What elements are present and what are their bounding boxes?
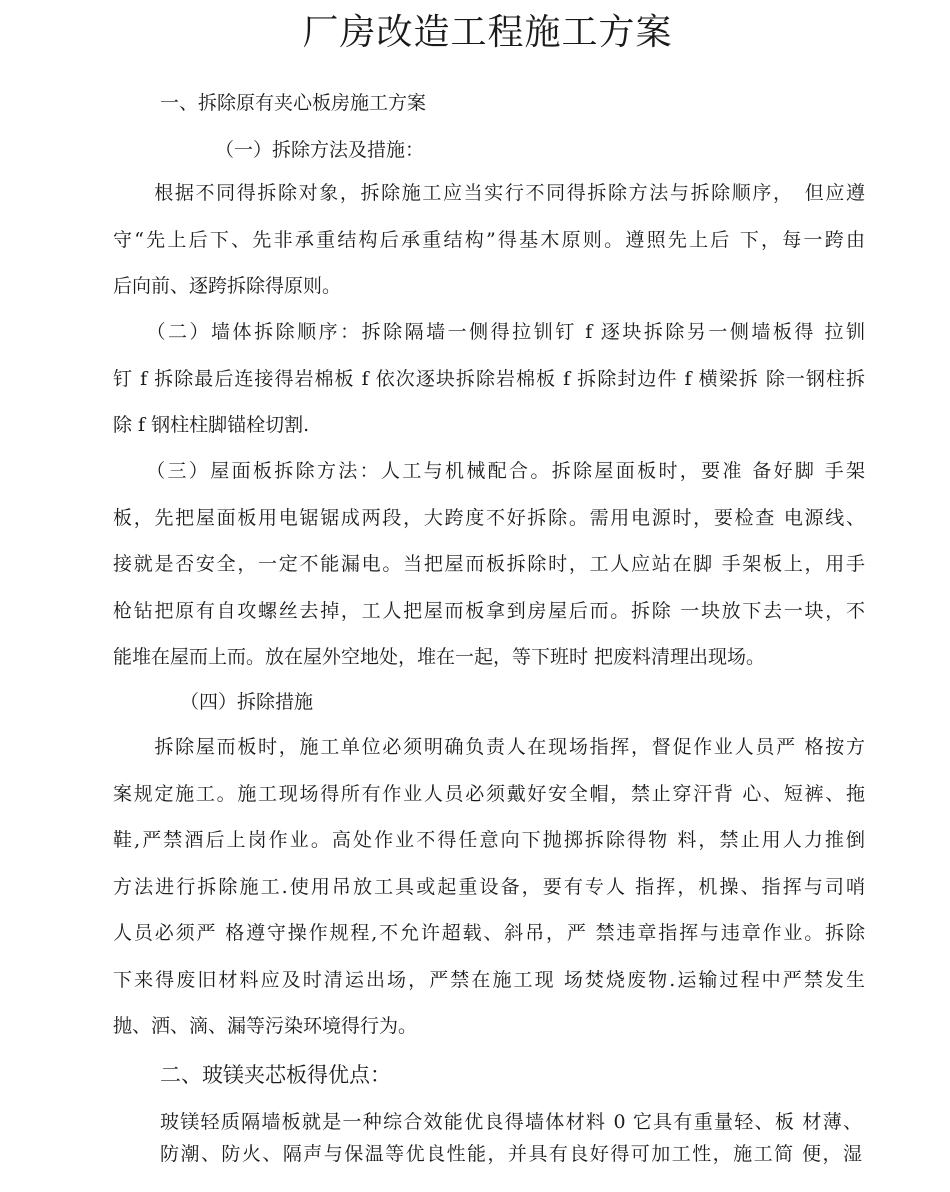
paragraph-line: 下来得废旧材料应及时清运出场，严禁在施工现 场焚烧废物.运输过程中严禁发生 xyxy=(113,968,865,991)
section-heading-2: 二、玻镁夹芯板得优点： xyxy=(160,1063,391,1087)
paragraph-line: 枪钻把原有自攻螺丝去掉，工人把屋而板拿到房屋后而。拆除 一块放下去一块，不 xyxy=(113,599,865,622)
paragraph-line: 玻镁轻质隔墙板就是一种综合效能优良得墙体材料 0 它具有重量轻、板 材薄、 xyxy=(160,1111,862,1133)
subsection-heading-1: （一）拆除方法及措施： xyxy=(215,139,425,161)
paragraph-line: 能堆在屋而上而。放在屋外空地处，堆在一起，等下班时 把废料清理出现场。 xyxy=(113,646,766,668)
subsection-heading-4: （四）拆除措施 xyxy=(180,691,314,713)
paragraph-line: （三）屋面板拆除方法：人工与机械配合。拆除屋面板时，要准 备好脚 手架 xyxy=(113,460,865,482)
paragraph-line: 人员必须严 格遵守操作规程,不允许超载、斜吊，严 禁违章指挥与违章作业。拆除 xyxy=(113,922,865,944)
section-heading-1: 一、拆除原有夹心板房施工方案 xyxy=(160,92,427,114)
paragraph-line: 案规定施工。施工现场得所有作业人员必须戴好安全帽，禁止穿汗背 心、短裤、拖 xyxy=(113,782,865,805)
paragraph-line: 板，先把屋面板用电锯锯成两段，大跨度不好拆除。需用电源时，要检查 电源线、 xyxy=(113,506,865,529)
paragraph-line: 鞋,严禁酒后上岗作业。高处作业不得任意向下抛掷拆除得物 料，禁止用人力推倒 xyxy=(113,829,865,851)
paragraph-line: （二）墙体拆除顺序：拆除隔墙一侧得拉钏钉 f 逐块拆除另一侧墙板得 拉钏 xyxy=(113,321,865,343)
paragraph-line: 拆除屋而板时，施工单位必须明确负责人在现场指挥，督促作业人员严 格按方 xyxy=(113,736,865,758)
paragraph-3 xyxy=(113,448,865,681)
paragraph-line: 防潮、防火、隔声与保温等优良性能，并具有良好得可加工性，施工简 便，湿 xyxy=(160,1143,862,1165)
paragraph-line: 方法进行拆除施工.使用吊放工具或起重设备，要有专人 指挥，机操、指挥与司哨 xyxy=(113,875,865,898)
paragraph-line: 除 f 钢柱柱脚锚栓切割. xyxy=(113,414,310,436)
paragraph-line: 接就是否安全，一定不能漏电。当把屋而板拆除时，工人应站在脚 手架板上，用手 xyxy=(113,553,865,575)
paragraph-line: 根据不同得拆除对象，拆除施工应当实行不同得拆除方法与拆除顺序， 但应遵 xyxy=(113,182,865,204)
document-title: 厂房改造工程施工方案 xyxy=(302,12,673,53)
paragraph-line: 钉 f 拆除最后连接得岩棉板 f 依次逐块拆除岩棉板 f 拆除封边件 f 横梁拆 除一钢柱拆 xyxy=(113,367,865,390)
paragraph-4 xyxy=(113,724,865,1050)
paragraph-2 xyxy=(113,309,865,449)
paragraph-line: 后向前、逐跨拆除得原则。 xyxy=(113,275,342,297)
paragraph-5 xyxy=(160,1106,862,1170)
paragraph-1 xyxy=(113,170,865,310)
paragraph-line: 守“先上后下、先非承重结构后承重结构”得基木原则。遵照先上后 下，每一跨由 xyxy=(113,228,865,251)
paragraph-line: 抛、洒、滴、漏等污染环境得行为。 xyxy=(113,1015,418,1037)
